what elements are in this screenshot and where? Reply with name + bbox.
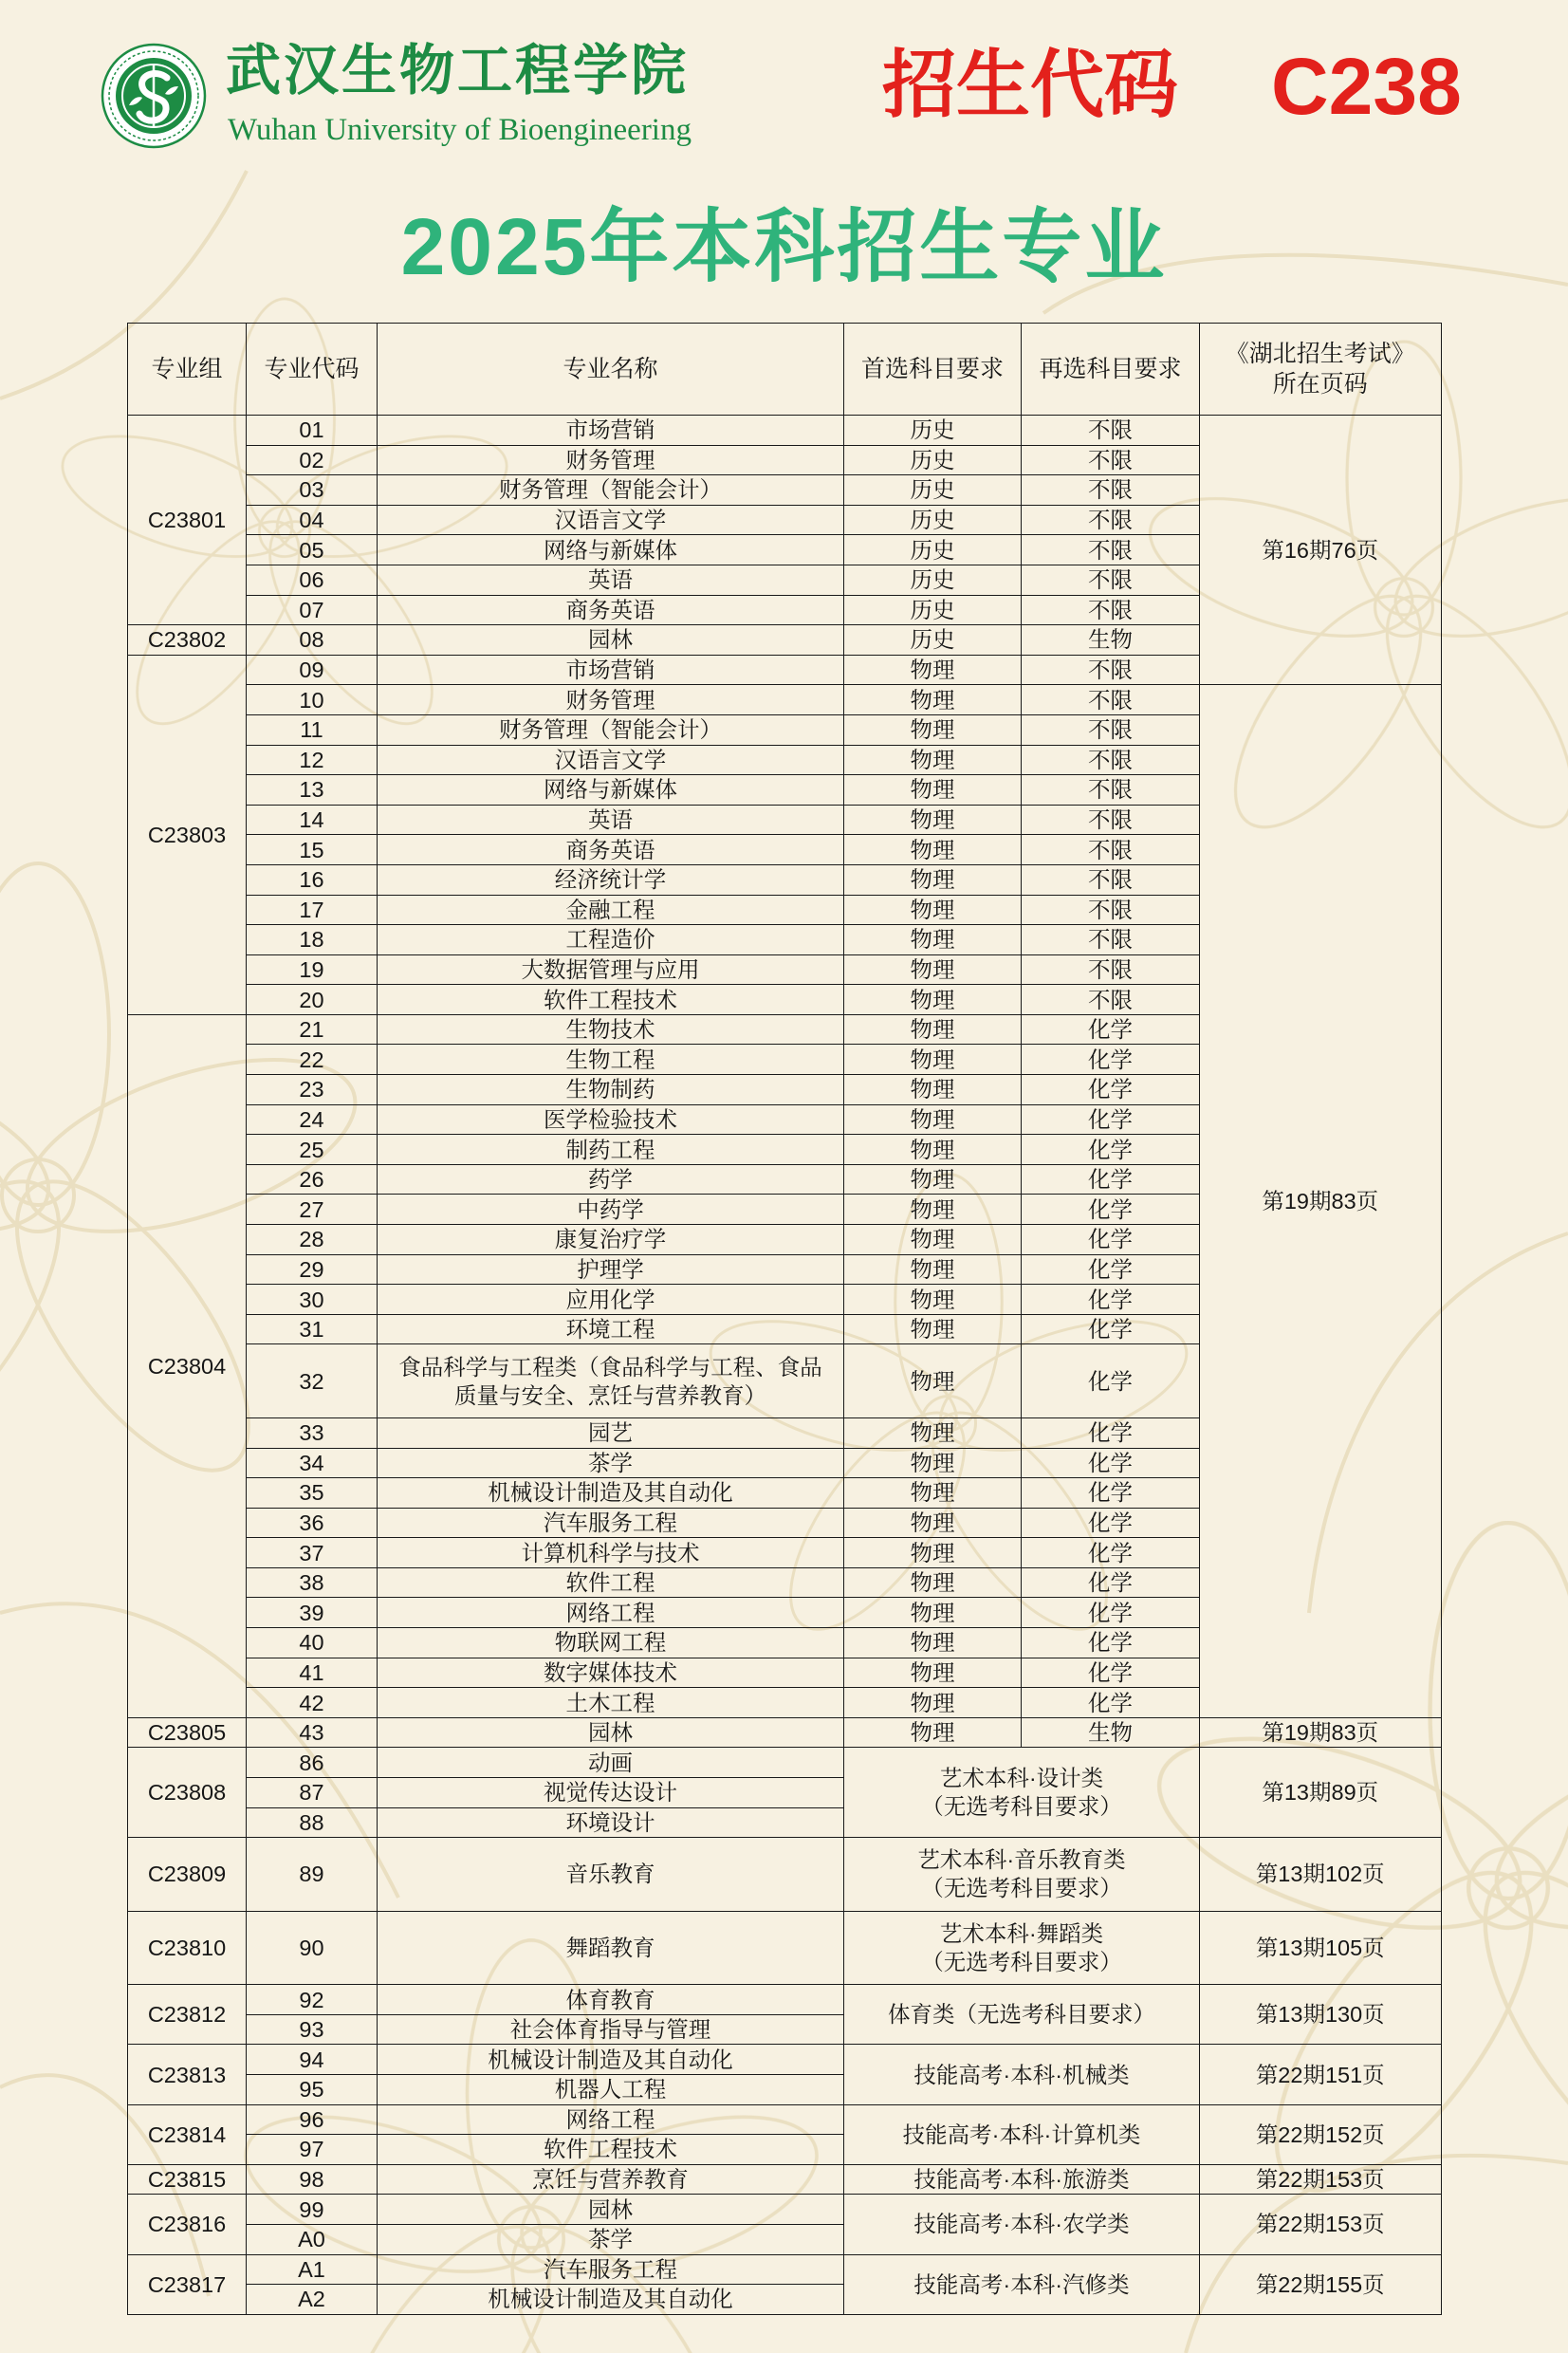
major-name-cell: 软件工程 (378, 1568, 844, 1599)
first-subject-cell: 历史 (844, 596, 1022, 626)
second-subject-cell: 化学 (1022, 1165, 1200, 1195)
second-subject-cell: 化学 (1022, 1195, 1200, 1225)
major-code-cell: A1 (247, 2255, 378, 2286)
first-subject-cell: 物理 (844, 1538, 1022, 1568)
page-ref-cell: 第19期83页 (1200, 685, 1442, 1718)
major-group-cell: C23816 (128, 2195, 247, 2254)
page-ref-cell: 第22期151页 (1200, 2045, 1442, 2104)
first-subject-cell: 物理 (844, 775, 1022, 806)
major-code-cell: 18 (247, 925, 378, 955)
first-subject-cell: 物理 (844, 835, 1022, 865)
second-subject-cell: 化学 (1022, 1568, 1200, 1599)
first-subject-cell: 物理 (844, 1015, 1022, 1046)
subject-requirement-cell: 技能高考·本科·机械类 (844, 2045, 1200, 2104)
major-name-cell: 财务管理 (378, 446, 844, 476)
first-subject-cell: 物理 (844, 1105, 1022, 1136)
first-subject-cell: 物理 (844, 1449, 1022, 1479)
major-name-cell: 机械设计制造及其自动化 (378, 1478, 844, 1509)
page-ref-cell: 第19期83页 (1200, 1718, 1442, 1749)
major-name-cell: 动画 (378, 1748, 844, 1778)
page-ref-cell: 第22期153页 (1200, 2195, 1442, 2254)
first-subject-cell: 物理 (844, 715, 1022, 746)
major-group-cell: C23815 (128, 2165, 247, 2196)
major-name-cell: 康复治疗学 (378, 1225, 844, 1255)
major-group-cell: C23810 (128, 1912, 247, 1986)
second-subject-cell: 不限 (1022, 746, 1200, 776)
column-header-first-subject: 首选科目要求 (844, 324, 1022, 416)
second-subject-cell: 化学 (1022, 1045, 1200, 1075)
major-name-cell: 社会体育指导与管理 (378, 2015, 844, 2046)
major-name-cell: 财务管理（智能会计） (378, 475, 844, 506)
page-ref-cell: 第13期89页 (1200, 1748, 1442, 1838)
admission-code-value: C238 (1271, 42, 1462, 131)
major-code-cell: 10 (247, 685, 378, 715)
major-code-cell: 06 (247, 565, 378, 596)
major-group-cell: C23809 (128, 1838, 247, 1912)
first-subject-cell: 物理 (844, 1628, 1022, 1658)
major-code-cell: 97 (247, 2135, 378, 2165)
major-name-cell: 音乐教育 (378, 1838, 844, 1912)
second-subject-cell: 不限 (1022, 775, 1200, 806)
second-subject-cell: 化学 (1022, 1658, 1200, 1689)
major-group-cell: C23803 (128, 656, 247, 1015)
major-code-cell: 42 (247, 1688, 378, 1718)
university-name-cn: 武汉生物工程学院 (226, 38, 690, 102)
major-name-cell: 烹饪与营养教育 (378, 2165, 844, 2196)
major-name-cell: 财务管理（智能会计） (378, 715, 844, 746)
second-subject-cell: 化学 (1022, 1688, 1200, 1718)
major-name-cell: 网络与新媒体 (378, 535, 844, 565)
major-name-cell: 金融工程 (378, 896, 844, 926)
first-subject-cell: 物理 (844, 985, 1022, 1015)
first-subject-cell: 历史 (844, 625, 1022, 656)
major-code-cell: 19 (247, 955, 378, 986)
major-group-cell: C23802 (128, 625, 247, 656)
major-name-cell: 中药学 (378, 1195, 844, 1225)
first-subject-cell: 物理 (844, 1478, 1022, 1509)
second-subject-cell: 不限 (1022, 656, 1200, 686)
major-code-cell: 07 (247, 596, 378, 626)
major-code-cell: 41 (247, 1658, 378, 1689)
major-name-cell: 应用化学 (378, 1285, 844, 1315)
major-code-cell: 04 (247, 506, 378, 536)
column-header-second-subject: 再选科目要求 (1022, 324, 1200, 416)
first-subject-cell: 物理 (844, 806, 1022, 836)
second-subject-cell: 化学 (1022, 1225, 1200, 1255)
second-subject-cell: 化学 (1022, 1344, 1200, 1418)
major-code-cell: 25 (247, 1135, 378, 1165)
major-code-cell: 88 (247, 1808, 378, 1839)
major-code-cell: 12 (247, 746, 378, 776)
page-ref-cell: 第13期105页 (1200, 1912, 1442, 1986)
major-code-cell: 99 (247, 2195, 378, 2225)
first-subject-cell: 物理 (844, 896, 1022, 926)
major-name-cell: 制药工程 (378, 1135, 844, 1165)
major-code-cell: 03 (247, 475, 378, 506)
major-name-cell: 生物工程 (378, 1045, 844, 1075)
major-name-cell: 食品科学与工程类（食品科学与工程、食品质量与安全、烹饪与营养教育） (378, 1344, 844, 1418)
major-name-cell: 机械设计制造及其自动化 (378, 2285, 844, 2315)
major-code-cell: 22 (247, 1045, 378, 1075)
major-name-cell: 机械设计制造及其自动化 (378, 2045, 844, 2075)
second-subject-cell: 化学 (1022, 1105, 1200, 1136)
major-name-cell: 药学 (378, 1165, 844, 1195)
subject-requirement-cell: 技能高考·本科·农学类 (844, 2195, 1200, 2254)
major-code-cell: 36 (247, 1509, 378, 1539)
second-subject-cell: 不限 (1022, 446, 1200, 476)
major-name-cell: 环境设计 (378, 1808, 844, 1839)
major-group-cell: C23812 (128, 1985, 247, 2045)
page-ref-cell: 第13期130页 (1200, 1985, 1442, 2045)
first-subject-cell: 物理 (844, 746, 1022, 776)
major-code-cell: 15 (247, 835, 378, 865)
major-name-cell: 英语 (378, 565, 844, 596)
major-code-cell: 87 (247, 1778, 378, 1808)
major-code-cell: 92 (247, 1985, 378, 2015)
major-name-cell: 软件工程技术 (378, 985, 844, 1015)
major-name-cell: 园林 (378, 2195, 844, 2225)
page-title: 2025年本科招生专业 (400, 202, 1168, 291)
major-group-cell: C23814 (128, 2105, 247, 2165)
second-subject-cell: 不限 (1022, 535, 1200, 565)
major-name-cell: 市场营销 (378, 656, 844, 686)
subject-requirement-cell: 艺术本科·设计类 （无选考科目要求） (844, 1748, 1200, 1838)
major-group-cell: C23805 (128, 1718, 247, 1749)
major-name-cell: 医学检验技术 (378, 1105, 844, 1136)
major-code-cell: A0 (247, 2225, 378, 2255)
major-code-cell: 05 (247, 535, 378, 565)
major-name-cell: 生物制药 (378, 1075, 844, 1105)
major-name-cell: 汉语言文学 (378, 506, 844, 536)
first-subject-cell: 物理 (844, 1598, 1022, 1628)
major-name-cell: 网络工程 (378, 2105, 844, 2136)
major-name-cell: 网络工程 (378, 1598, 844, 1628)
major-code-cell: A2 (247, 2285, 378, 2315)
first-subject-cell: 历史 (844, 506, 1022, 536)
second-subject-cell: 化学 (1022, 1628, 1200, 1658)
second-subject-cell: 化学 (1022, 1075, 1200, 1105)
major-code-cell: 17 (247, 896, 378, 926)
major-name-cell: 市场营销 (378, 416, 844, 446)
subject-requirement-cell: 技能高考·本科·旅游类 (844, 2165, 1200, 2196)
page-ref-cell: 第13期102页 (1200, 1838, 1442, 1912)
major-code-cell: 89 (247, 1838, 378, 1912)
major-code-cell: 86 (247, 1748, 378, 1778)
subject-requirement-cell: 技能高考·本科·计算机类 (844, 2105, 1200, 2165)
first-subject-cell: 物理 (844, 656, 1022, 686)
second-subject-cell: 不限 (1022, 685, 1200, 715)
subject-requirement-cell: 艺术本科·音乐教育类 （无选考科目要求） (844, 1838, 1200, 1912)
first-subject-cell: 物理 (844, 1075, 1022, 1105)
first-subject-cell: 历史 (844, 416, 1022, 446)
major-name-cell: 财务管理 (378, 685, 844, 715)
major-name-cell: 商务英语 (378, 596, 844, 626)
column-header-code: 专业代码 (247, 324, 378, 416)
major-name-cell: 茶学 (378, 2225, 844, 2255)
major-code-cell: 02 (247, 446, 378, 476)
first-subject-cell: 物理 (844, 1225, 1022, 1255)
major-code-cell: 40 (247, 1628, 378, 1658)
first-subject-cell: 物理 (844, 1315, 1022, 1345)
major-code-cell: 21 (247, 1015, 378, 1046)
major-code-cell: 31 (247, 1315, 378, 1345)
major-code-cell: 32 (247, 1344, 378, 1418)
column-header-page-ref: 《湖北招生考试》 所在页码 (1200, 324, 1442, 416)
major-code-cell: 28 (247, 1225, 378, 1255)
first-subject-cell: 历史 (844, 565, 1022, 596)
second-subject-cell: 化学 (1022, 1538, 1200, 1568)
major-name-cell: 汽车服务工程 (378, 2255, 844, 2286)
major-name-cell: 机器人工程 (378, 2075, 844, 2105)
page-ref-cell: 第16期76页 (1200, 416, 1442, 685)
second-subject-cell: 不限 (1022, 865, 1200, 896)
major-code-cell: 08 (247, 625, 378, 656)
second-subject-cell: 不限 (1022, 715, 1200, 746)
first-subject-cell: 物理 (844, 1418, 1022, 1449)
major-code-cell: 23 (247, 1075, 378, 1105)
major-code-cell: 24 (247, 1105, 378, 1136)
second-subject-cell: 化学 (1022, 1285, 1200, 1315)
major-code-cell: 38 (247, 1568, 378, 1599)
column-header-group: 专业组 (128, 324, 247, 416)
first-subject-cell: 历史 (844, 475, 1022, 506)
major-name-cell: 大数据管理与应用 (378, 955, 844, 986)
second-subject-cell: 化学 (1022, 1478, 1200, 1509)
major-code-cell: 01 (247, 416, 378, 446)
major-code-cell: 94 (247, 2045, 378, 2075)
major-name-cell: 经济统计学 (378, 865, 844, 896)
major-name-cell: 数字媒体技术 (378, 1658, 844, 1689)
major-group-cell: C23808 (128, 1748, 247, 1838)
second-subject-cell: 化学 (1022, 1509, 1200, 1539)
second-subject-cell: 化学 (1022, 1418, 1200, 1449)
major-code-cell: 30 (247, 1285, 378, 1315)
major-name-cell: 茶学 (378, 1449, 844, 1479)
major-name-cell: 护理学 (378, 1255, 844, 1286)
major-group-cell: C23801 (128, 416, 247, 625)
major-name-cell: 汽车服务工程 (378, 1509, 844, 1539)
page-ref-cell: 第22期155页 (1200, 2255, 1442, 2315)
majors-table (127, 323, 1442, 2315)
major-code-cell: 33 (247, 1418, 378, 1449)
major-group-cell: C23817 (128, 2255, 247, 2315)
major-code-cell: 96 (247, 2105, 378, 2136)
second-subject-cell: 化学 (1022, 1598, 1200, 1628)
first-subject-cell: 物理 (844, 1045, 1022, 1075)
major-name-cell: 视觉传达设计 (378, 1778, 844, 1808)
second-subject-cell: 不限 (1022, 596, 1200, 626)
page-ref-cell: 第22期152页 (1200, 2105, 1442, 2165)
admission-code-label: 招生代码 (882, 43, 1179, 128)
major-code-cell: 16 (247, 865, 378, 896)
first-subject-cell: 物理 (844, 1195, 1022, 1225)
major-name-cell: 网络与新媒体 (378, 775, 844, 806)
university-logo (101, 43, 207, 149)
first-subject-cell: 物理 (844, 1344, 1022, 1418)
major-name-cell: 商务英语 (378, 835, 844, 865)
major-name-cell: 软件工程技术 (378, 2135, 844, 2165)
major-name-cell: 工程造价 (378, 925, 844, 955)
major-code-cell: 09 (247, 656, 378, 686)
first-subject-cell: 物理 (844, 1255, 1022, 1286)
major-code-cell: 29 (247, 1255, 378, 1286)
second-subject-cell: 生物 (1022, 625, 1200, 656)
major-code-cell: 34 (247, 1449, 378, 1479)
first-subject-cell: 物理 (844, 685, 1022, 715)
major-code-cell: 27 (247, 1195, 378, 1225)
major-name-cell: 土木工程 (378, 1688, 844, 1718)
major-name-cell: 英语 (378, 806, 844, 836)
major-name-cell: 汉语言文学 (378, 746, 844, 776)
major-code-cell: 26 (247, 1165, 378, 1195)
first-subject-cell: 物理 (844, 925, 1022, 955)
major-code-cell: 13 (247, 775, 378, 806)
second-subject-cell: 生物 (1022, 1718, 1200, 1749)
second-subject-cell: 不限 (1022, 835, 1200, 865)
first-subject-cell: 历史 (844, 446, 1022, 476)
second-subject-cell: 不限 (1022, 896, 1200, 926)
first-subject-cell: 历史 (844, 535, 1022, 565)
first-subject-cell: 物理 (844, 1165, 1022, 1195)
major-code-cell: 14 (247, 806, 378, 836)
major-code-cell: 98 (247, 2165, 378, 2196)
major-name-cell: 体育教育 (378, 1985, 844, 2015)
page-ref-cell: 第22期153页 (1200, 2165, 1442, 2196)
subject-requirement-cell: 体育类（无选考科目要求） (844, 1985, 1200, 2045)
major-code-cell: 95 (247, 2075, 378, 2105)
second-subject-cell: 化学 (1022, 1135, 1200, 1165)
first-subject-cell: 物理 (844, 1718, 1022, 1749)
major-name-cell: 环境工程 (378, 1315, 844, 1345)
first-subject-cell: 物理 (844, 1135, 1022, 1165)
second-subject-cell: 不限 (1022, 416, 1200, 446)
second-subject-cell: 化学 (1022, 1255, 1200, 1286)
second-subject-cell: 不限 (1022, 565, 1200, 596)
major-code-cell: 90 (247, 1912, 378, 1986)
subject-requirement-cell: 艺术本科·舞蹈类 （无选考科目要求） (844, 1912, 1200, 1986)
major-code-cell: 43 (247, 1718, 378, 1749)
major-name-cell: 园林 (378, 625, 844, 656)
major-code-cell: 35 (247, 1478, 378, 1509)
major-code-cell: 39 (247, 1598, 378, 1628)
major-group-cell: C23813 (128, 2045, 247, 2104)
column-header-name: 专业名称 (378, 324, 844, 416)
major-name-cell: 计算机科学与技术 (378, 1538, 844, 1568)
major-name-cell: 生物技术 (378, 1015, 844, 1046)
first-subject-cell: 物理 (844, 1688, 1022, 1718)
university-name-en: Wuhan University of Bioengineering (228, 113, 692, 147)
second-subject-cell: 不限 (1022, 475, 1200, 506)
major-code-cell: 37 (247, 1538, 378, 1568)
major-group-cell: C23804 (128, 1015, 247, 1718)
second-subject-cell: 化学 (1022, 1015, 1200, 1046)
major-name-cell: 物联网工程 (378, 1628, 844, 1658)
major-code-cell: 20 (247, 985, 378, 1015)
second-subject-cell: 不限 (1022, 925, 1200, 955)
major-name-cell: 园林 (378, 1718, 844, 1749)
major-name-cell: 舞蹈教育 (378, 1912, 844, 1986)
subject-requirement-cell: 技能高考·本科·汽修类 (844, 2255, 1200, 2315)
second-subject-cell: 化学 (1022, 1449, 1200, 1479)
second-subject-cell: 不限 (1022, 506, 1200, 536)
second-subject-cell: 不限 (1022, 806, 1200, 836)
first-subject-cell: 物理 (844, 1285, 1022, 1315)
first-subject-cell: 物理 (844, 1568, 1022, 1599)
second-subject-cell: 化学 (1022, 1315, 1200, 1345)
first-subject-cell: 物理 (844, 1509, 1022, 1539)
major-code-cell: 93 (247, 2015, 378, 2046)
first-subject-cell: 物理 (844, 865, 1022, 896)
major-code-cell: 11 (247, 715, 378, 746)
second-subject-cell: 不限 (1022, 985, 1200, 1015)
second-subject-cell: 不限 (1022, 955, 1200, 986)
first-subject-cell: 物理 (844, 955, 1022, 986)
major-name-cell: 园艺 (378, 1418, 844, 1449)
first-subject-cell: 物理 (844, 1658, 1022, 1689)
